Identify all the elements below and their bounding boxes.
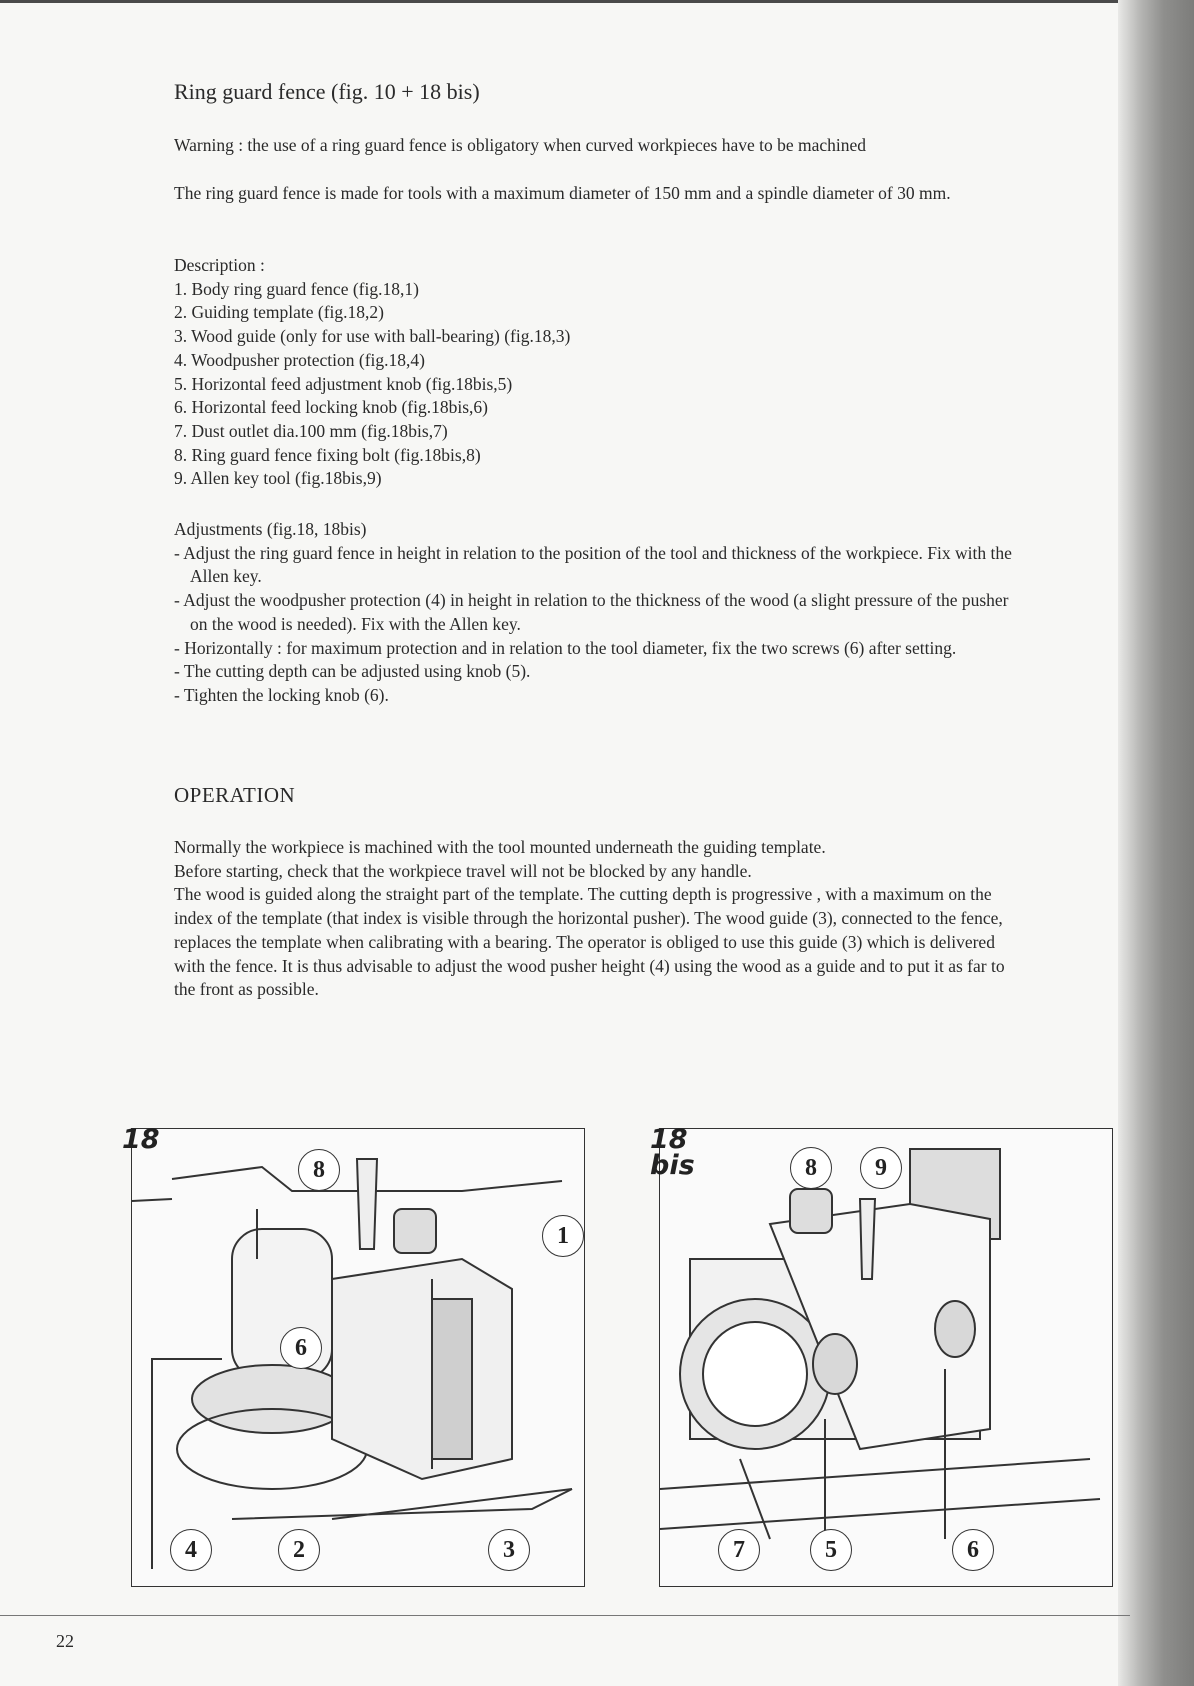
description-item: 6. Horizontal feed locking knob (fig.18bis,6) (174, 397, 488, 418)
page-number: 22 (56, 1631, 74, 1651)
adjustments-list (174, 542, 1014, 708)
footer-rule (0, 1615, 1130, 1616)
description-item: 3. Wood guide (only for use with ball-bearing) (fig.18,3) (174, 326, 571, 347)
adjustment-item: - Horizontally : for maximum protection and in relation to the tool diameter, fix the two screws (6) after setting. (174, 637, 1014, 661)
figure-18bis-label-suffix: bis (650, 1150, 695, 1181)
description-item: 8. Ring guard fence fixing bolt (fig.18bis,8) (174, 444, 481, 465)
adjustment-item: - Adjust the woodpusher protection (4) in height in relation to the thickness of the wood (a slight pressure of the pusher on the wood is needed). Fix with the Allen key. (174, 589, 1014, 636)
description-item: 5. Horizontal feed adjustment knob (fig.18bis,5) (174, 373, 513, 394)
description-item: 9. Allen key tool (fig.18bis,9) (174, 468, 382, 489)
adjustments-block (174, 518, 1014, 708)
callout-6: 6 (280, 1327, 322, 1369)
description-list (174, 278, 1014, 491)
callout-1: 1 (542, 1215, 584, 1257)
figure-18bis-label (650, 1124, 695, 1181)
adjustments-heading: Adjustments (fig.18, 18bis) (174, 519, 367, 539)
operation-heading: OPERATION (174, 783, 296, 807)
warning-text: Warning : the use of a ring guard fence is obligatory when curved workpieces have to be machined (174, 135, 867, 155)
description-item: 7. Dust outlet dia.100 mm (fig.18bis,7) (174, 420, 448, 441)
callout-8: 8 (790, 1147, 832, 1189)
callout-3: 3 (488, 1529, 530, 1571)
adjustment-item: - Tighten the locking knob (6). (174, 684, 1014, 708)
figure-18bis-illustration (660, 1129, 1112, 1586)
callout-2: 2 (278, 1529, 320, 1571)
page-binding-shadow (1118, 0, 1194, 1686)
figure-18 (122, 1124, 585, 1587)
operation-line-1: Normally the workpiece is machined with the tool mounted underneath the guiding template. (174, 837, 826, 857)
operation-heading-block (174, 784, 1014, 808)
callout-8: 8 (298, 1149, 340, 1191)
callout-4: 4 (170, 1529, 212, 1571)
figure-18-illustration (132, 1129, 584, 1586)
callout-9: 9 (860, 1147, 902, 1189)
description-item: 1. Body ring guard fence (fig.18,1) (174, 278, 419, 299)
section-title: Ring guard fence (fig. 10 + 18 bis) (174, 79, 480, 104)
callout-7: 7 (718, 1529, 760, 1571)
intro-text: The ring guard fence is made for tools with a maximum diameter of 150 mm and a spindle diameter of 30 mm. (174, 183, 951, 203)
description-item: 4. Woodpusher protection (fig.18,4) (174, 349, 425, 370)
operation-line-2: Before starting, check that the workpiece travel will not be blocked by any handle. (174, 860, 752, 881)
adjustment-item: - The cutting depth can be adjusted using knob (5). (174, 660, 1014, 684)
operation-block (174, 836, 1014, 1002)
section-title-block (174, 80, 1014, 104)
callout-5: 5 (810, 1529, 852, 1571)
operation-paragraph: The wood is guided along the straight part of the template. The cutting depth is progressive , with a maximum on the index of the template (that index is visible through the horizontal pusher). The wood guide (3), connected to the fence, replaces the template when calibrating with a bearing. The operator is obliged to use this guide (3) which is delivered with the fence. It is thus advisable to adjust the wood pusher height (4) using the wood as a guide and to put it as far to the front as possible. (174, 884, 1005, 1000)
warning-block (174, 134, 1014, 158)
figure-18-label: 18 (122, 1124, 160, 1155)
adjustment-item: - Adjust the ring guard fence in height in relation to the position of the tool and thickness of the workpiece. Fix with the Allen key. (174, 542, 1014, 589)
callout-6: 6 (952, 1529, 994, 1571)
figure-18bis-label-number: 18 (650, 1124, 688, 1155)
description-block (174, 254, 1014, 491)
description-item: 2. Guiding template (fig.18,2) (174, 302, 384, 323)
intro-block (174, 182, 1014, 206)
description-heading: Description : (174, 255, 265, 275)
top-rule (0, 0, 1120, 3)
figure-18bis (650, 1124, 1113, 1587)
